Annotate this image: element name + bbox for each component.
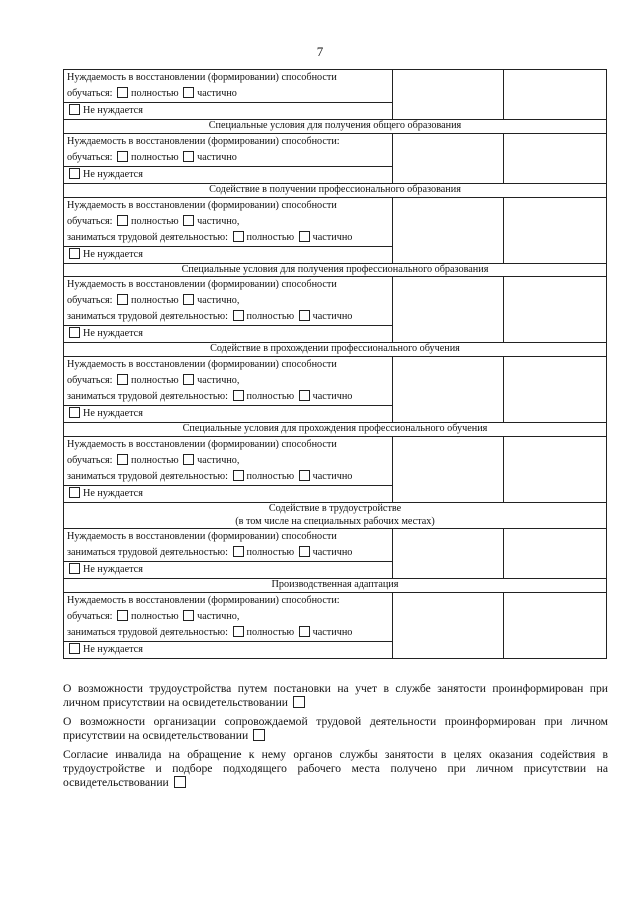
page-number: 7	[316, 44, 324, 59]
column-2-cell	[393, 529, 504, 579]
column-2-cell	[393, 593, 504, 659]
note-supported-employment: О возможности организации сопровождаемой трудовой деятельности проинформирован при личном присутствии на освидетельствовании	[63, 715, 608, 742]
need-cell: Нуждаемость в восстановлении (формировании) способности обучаться: полностью частично, заниматься трудовой деятельностью: полностью частично	[64, 197, 393, 246]
work-fully-checkbox[interactable]	[233, 470, 244, 481]
column-3-cell	[504, 70, 607, 120]
study-partly-checkbox[interactable]	[183, 87, 194, 98]
column-2-cell	[393, 277, 504, 343]
column-3-cell	[504, 593, 607, 659]
not-needed-cell: Не нуждается	[64, 326, 393, 343]
column-2-cell	[393, 70, 504, 120]
work-fully-checkbox[interactable]	[233, 546, 244, 557]
column-3-cell	[504, 197, 607, 263]
study-partly-checkbox[interactable]	[183, 215, 194, 226]
section-header-row	[64, 343, 607, 357]
need-cell: Нуждаемость в восстановлении (формировании) способности обучаться: полностью частично, заниматься трудовой деятельностью: полностью частично	[64, 357, 393, 406]
not-needed-checkbox[interactable]	[69, 407, 80, 418]
not-needed-checkbox[interactable]	[69, 487, 80, 498]
work-partly-checkbox[interactable]	[299, 390, 310, 401]
study-fully-checkbox[interactable]	[117, 454, 128, 465]
work-partly-checkbox[interactable]	[299, 470, 310, 481]
not-needed-checkbox[interactable]	[69, 168, 80, 179]
table-row	[64, 529, 607, 562]
study-fully-checkbox[interactable]	[117, 294, 128, 305]
column-2-cell	[393, 357, 504, 423]
not-needed-cell: Не нуждается	[64, 562, 393, 579]
not-needed-cell: Не нуждается	[64, 246, 393, 263]
study-fully-checkbox[interactable]	[117, 215, 128, 226]
column-3-cell	[504, 436, 607, 502]
need-cell: Нуждаемость в восстановлении (формировании) способности: обучаться: полностью частично	[64, 133, 393, 166]
study-partly-checkbox[interactable]	[183, 151, 194, 162]
table-row	[64, 436, 607, 485]
not-needed-checkbox[interactable]	[69, 563, 80, 574]
column-3-cell	[504, 277, 607, 343]
section-header-row	[64, 120, 607, 134]
column-3-cell	[504, 133, 607, 183]
section-heading: Специальные условия для получения профессионального образования	[64, 263, 607, 277]
section-heading: Специальные условия для получения общего образования	[64, 120, 607, 134]
study-partly-checkbox[interactable]	[183, 294, 194, 305]
table-row	[64, 277, 607, 326]
section-heading: Содействие в трудоустройстве (в том числе на специальных рабочих местах)	[64, 502, 607, 529]
notes-section	[63, 682, 608, 795]
note-1-checkbox[interactable]	[293, 696, 305, 708]
study-fully-checkbox[interactable]	[117, 610, 128, 621]
section-header-row	[64, 502, 607, 529]
study-fully-checkbox[interactable]	[117, 374, 128, 385]
column-2-cell	[393, 133, 504, 183]
column-3-cell	[504, 529, 607, 579]
section-header-row	[64, 183, 607, 197]
table-row	[64, 357, 607, 406]
note-3-checkbox[interactable]	[174, 776, 186, 788]
not-needed-checkbox[interactable]	[69, 248, 80, 259]
column-2-cell	[393, 197, 504, 263]
table-row	[64, 70, 607, 103]
not-needed-checkbox[interactable]	[69, 104, 80, 115]
rehabilitation-needs-table	[63, 69, 607, 659]
table-row	[64, 197, 607, 246]
section-header-row	[64, 263, 607, 277]
column-2-cell	[393, 436, 504, 502]
work-fully-checkbox[interactable]	[233, 231, 244, 242]
study-partly-checkbox[interactable]	[183, 610, 194, 621]
study-fully-checkbox[interactable]	[117, 151, 128, 162]
section-header-row	[64, 579, 607, 593]
not-needed-checkbox[interactable]	[69, 643, 80, 654]
not-needed-cell: Не нуждается	[64, 406, 393, 423]
column-3-cell	[504, 357, 607, 423]
note-consent: Согласие инвалида на обращение к нему органов службы занятости в целях оказания содействия в трудоустройстве и подборе подходящего рабочего места получено при личном присутствии на освидетельствовании	[63, 748, 608, 789]
section-heading: Производственная адаптация	[64, 579, 607, 593]
work-partly-checkbox[interactable]	[299, 626, 310, 637]
not-needed-cell: Не нуждается	[64, 642, 393, 659]
not-needed-cell: Не нуждается	[64, 166, 393, 183]
not-needed-cell: Не нуждается	[64, 103, 393, 120]
note-employment-registration: О возможности трудоустройства путем постановки на учет в службе занятости проинформирован при личном присутствии на освидетельствовании	[63, 682, 608, 709]
work-partly-checkbox[interactable]	[299, 231, 310, 242]
need-cell: Нуждаемость в восстановлении (формировании) способности: обучаться: полностью частично, заниматься трудовой деятельностью: полностью частично	[64, 593, 393, 642]
need-cell: Нуждаемость в восстановлении (формировании) способности заниматься трудовой деятельностью: полностью частично	[64, 529, 393, 562]
section-heading: Специальные условия для прохождения профессионального обучения	[64, 423, 607, 437]
section-header-row	[64, 423, 607, 437]
section-heading: Содействие в прохождении профессионального обучения	[64, 343, 607, 357]
need-cell: Нуждаемость в восстановлении (формировании) способности обучаться: полностью частично	[64, 70, 393, 103]
table-row	[64, 593, 607, 642]
need-label: Нуждаемость в восстановлении (формировании) способности	[67, 72, 337, 83]
study-partly-checkbox[interactable]	[183, 374, 194, 385]
not-needed-checkbox[interactable]	[69, 327, 80, 338]
study-partly-checkbox[interactable]	[183, 454, 194, 465]
need-cell: Нуждаемость в восстановлении (формировании) способности обучаться: полностью частично, заниматься трудовой деятельностью: полностью частично	[64, 436, 393, 485]
work-partly-checkbox[interactable]	[299, 310, 310, 321]
note-2-checkbox[interactable]	[253, 729, 265, 741]
study-fully-checkbox[interactable]	[117, 87, 128, 98]
work-fully-checkbox[interactable]	[233, 626, 244, 637]
work-fully-checkbox[interactable]	[233, 310, 244, 321]
not-needed-cell: Не нуждается	[64, 485, 393, 502]
work-partly-checkbox[interactable]	[299, 546, 310, 557]
work-fully-checkbox[interactable]	[233, 390, 244, 401]
section-heading: Содействие в получении профессионального образования	[64, 183, 607, 197]
need-cell: Нуждаемость в восстановлении (формировании) способности обучаться: полностью частично, заниматься трудовой деятельностью: полностью частично	[64, 277, 393, 326]
table-row	[64, 133, 607, 166]
